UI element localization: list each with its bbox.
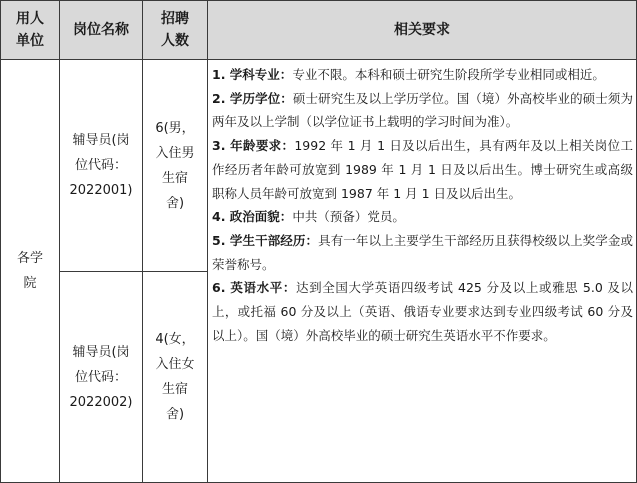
header-divider [0, 59, 637, 60]
unit-cell [1, 60, 59, 482]
position-1-line2: 位代码： [74, 158, 127, 173]
position-1-line1: 辅导员(岗 [72, 133, 130, 148]
position-2-line2: 位代码： [74, 369, 127, 385]
count-cell-2 [143, 272, 207, 482]
count-1-line4: 舍) [165, 195, 185, 211]
header-unit-cell [1, 1, 59, 59]
header-unit-line2: 单位 [16, 33, 44, 49]
requirement-text: 中共（预备）党员。 [292, 209, 405, 225]
requirement-text: 1992 年 1 月 1 日及以后出生，具有两年及以上相关岗位工作经历者年龄可放宽到 1989 年 1 月 1 日及以后出生。博士研究生或高级职称人员年龄可放宽到 1987 年 1 月 1 日及以后出生。 [212, 138, 633, 201]
row-divider [59, 271, 208, 272]
count-2-line2: 入住女 [155, 357, 195, 372]
requirement-label: 5. 学生干部经历： [212, 232, 319, 248]
requirement-item [212, 134, 633, 205]
requirement-label: 2. 学历学位： [212, 90, 293, 106]
count-cell-1 [143, 60, 207, 271]
header-recruit-line2: 人数 [161, 33, 189, 49]
header-position-label: 岗位名称 [73, 22, 129, 38]
requirements-list [212, 63, 633, 347]
requirement-text: 硕士研究生及以上学历学位。国（境）外高校毕业的硕士须为两年及以上学制（以学位证书上载明的学习时间为准）。 [212, 90, 633, 130]
count-1-line1: 6(男， [155, 120, 195, 136]
count-1-line2: 入住男 [155, 145, 195, 161]
count-2-line4: 舍) [165, 407, 185, 422]
position-1-line3: 2022001) [69, 183, 133, 198]
col-divider-1 [59, 0, 60, 483]
count-2-line3: 生宿 [161, 382, 188, 397]
unit-line1: 各学 [16, 251, 43, 266]
header-recruit-cell [143, 1, 207, 59]
header-position-cell [60, 1, 142, 59]
requirement-item [212, 63, 633, 87]
count-1-line3: 生宿 [161, 170, 188, 186]
requirement-item [212, 87, 633, 134]
col-divider-2 [142, 0, 143, 483]
unit-line2: 院 [23, 276, 37, 291]
requirement-label: 1. 学科专业： [212, 67, 293, 82]
border-left [0, 0, 1, 483]
border-top [0, 0, 637, 1]
requirement-label: 4. 政治面貌： [212, 209, 293, 225]
requirement-item [212, 276, 633, 347]
requirement-text: 专业不限。本科和硕士研究生阶段所学专业相同或相近。 [292, 67, 605, 82]
count-2-line1: 4(女， [155, 332, 195, 347]
requirement-label: 3. 年龄要求： [212, 138, 295, 154]
header-requirements-label: 相关要求 [394, 22, 450, 38]
position-cell-2 [60, 272, 142, 482]
col-divider-3 [207, 0, 208, 483]
position-cell-1 [60, 60, 142, 271]
requirement-label: 6. 英语水平： [212, 280, 297, 296]
header-requirements-cell [208, 1, 636, 59]
position-2-line1: 辅导员(岗 [72, 344, 130, 360]
requirement-item [212, 205, 633, 229]
header-unit-line1: 用人 [16, 11, 44, 27]
requirement-text: 达到全国大学英语四级考试 425 分及以上或雅思 5.0 及以上，或托福 60 分及以上（英语、俄语专业要求达到专业四级考试 60 分及以上）。国（境）外高校毕业的硕士研究生英语水平不作要求。 [212, 280, 633, 343]
requirement-item [212, 229, 633, 276]
position-2-line3: 2022002) [69, 394, 133, 410]
header-recruit-line1: 招聘 [161, 11, 189, 27]
requirement-text: 具有一年以上主要学生干部经历且获得校级以上奖学金或荣誉称号。 [212, 232, 633, 272]
